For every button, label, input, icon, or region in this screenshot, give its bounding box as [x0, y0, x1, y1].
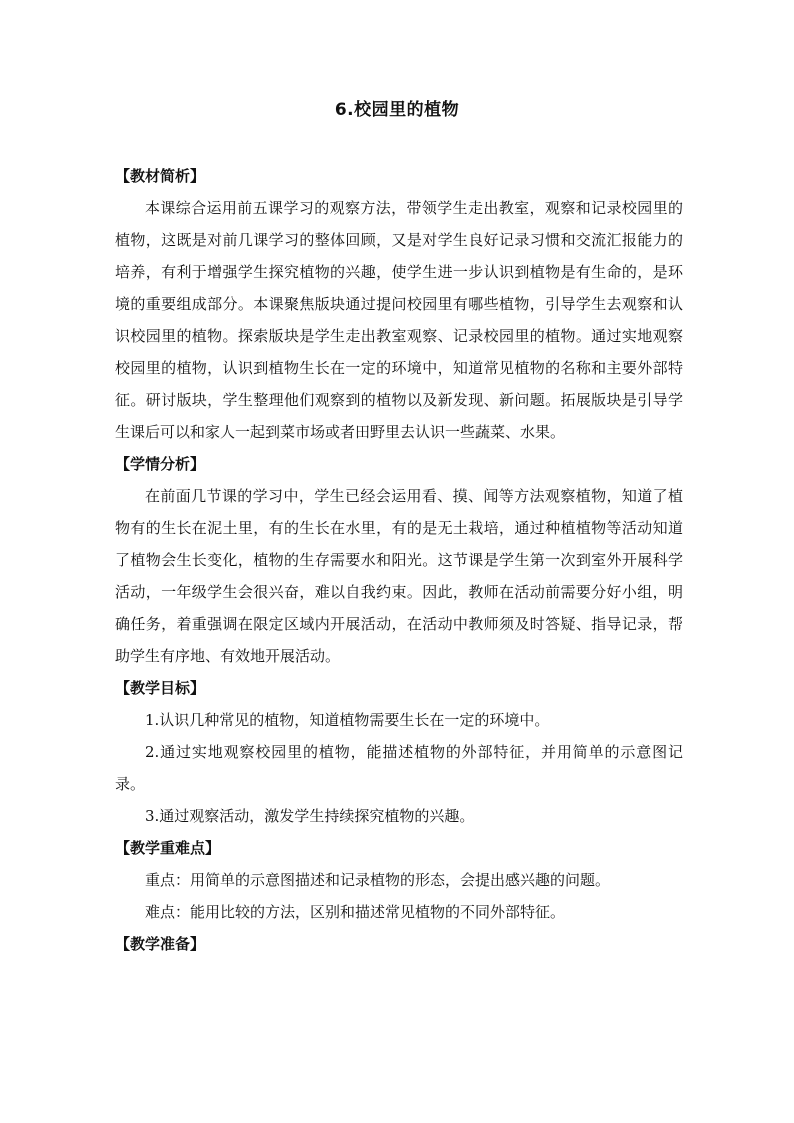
section-heading-students: 【学情分析】: [115, 455, 206, 473]
goal-item-3: 3.通过观察活动，激发学生持续探究植物的兴趣。: [145, 807, 475, 825]
document-body: [115, 160, 683, 960]
goal-item-2: 2.通过实地观察校园里的植物，能描述植物的外部特征，并用简单的示意图记录。: [115, 743, 683, 793]
section-heading-textbook: 【教材简析】: [115, 167, 206, 185]
textbook-analysis-paragraph: 本课综合运用前五课学习的观察方法，带领学生走出教室，观察和记录校园里的植物，这既是对前几课学习的整体回顾，又是对学生良好记录习惯和交流汇报能力的培养，有利于增强学生探究植物的兴趣，使学生进一步认识到植物是有生命的，是环境的重要组成部分。本课聚焦版块通过提问校园里有哪些植物，引导学生去观察和认识校园里的植物。探索版块是学生走出教室观察、记录校园里的植物。通过实地观察校园里的植物，认识到植物生长在一定的环境中，知道常见植物的名称和主要外部特征。研讨版块，学生整理他们观察到的植物以及新发现、新问题。拓展版块是引导学生课后可以和家人一起到菜市场或者田野里去认识一些蔬菜、水果。: [115, 199, 683, 441]
difficult-point-text: 难点：能用比较的方法，区别和描述常见植物的不同外部特征。: [145, 903, 566, 921]
key-point-text: 重点：用简单的示意图描述和记录植物的形态，会提出感兴趣的问题。: [145, 871, 611, 889]
section-heading-preparation: 【教学准备】: [115, 935, 206, 953]
document-title: 6.校园里的植物: [334, 100, 460, 120]
student-analysis-paragraph: 在前面几节课的学习中，学生已经会运用看、摸、闻等方法观察植物，知道了植物有的生长在泥土里，有的生长在水里，有的是无土栽培，通过种植植物等活动知道了植物会生长变化，植物的生存需要水和阳光。这节课是学生第一次到室外开展科学活动，一年级学生会很兴奋，难以自我约束。因此，教师在活动前需要分好小组，明确任务，着重强调在限定区域内开展活动，在活动中教师须及时答疑、指导记录，帮助学生有序地、有效地开展活动。: [115, 487, 683, 665]
goal-item-1: 1.认识几种常见的植物，知道植物需要生长在一定的环境中。: [145, 711, 550, 729]
section-heading-keypoints: 【教学重难点】: [115, 839, 221, 857]
section-heading-goals: 【教学目标】: [115, 679, 206, 697]
